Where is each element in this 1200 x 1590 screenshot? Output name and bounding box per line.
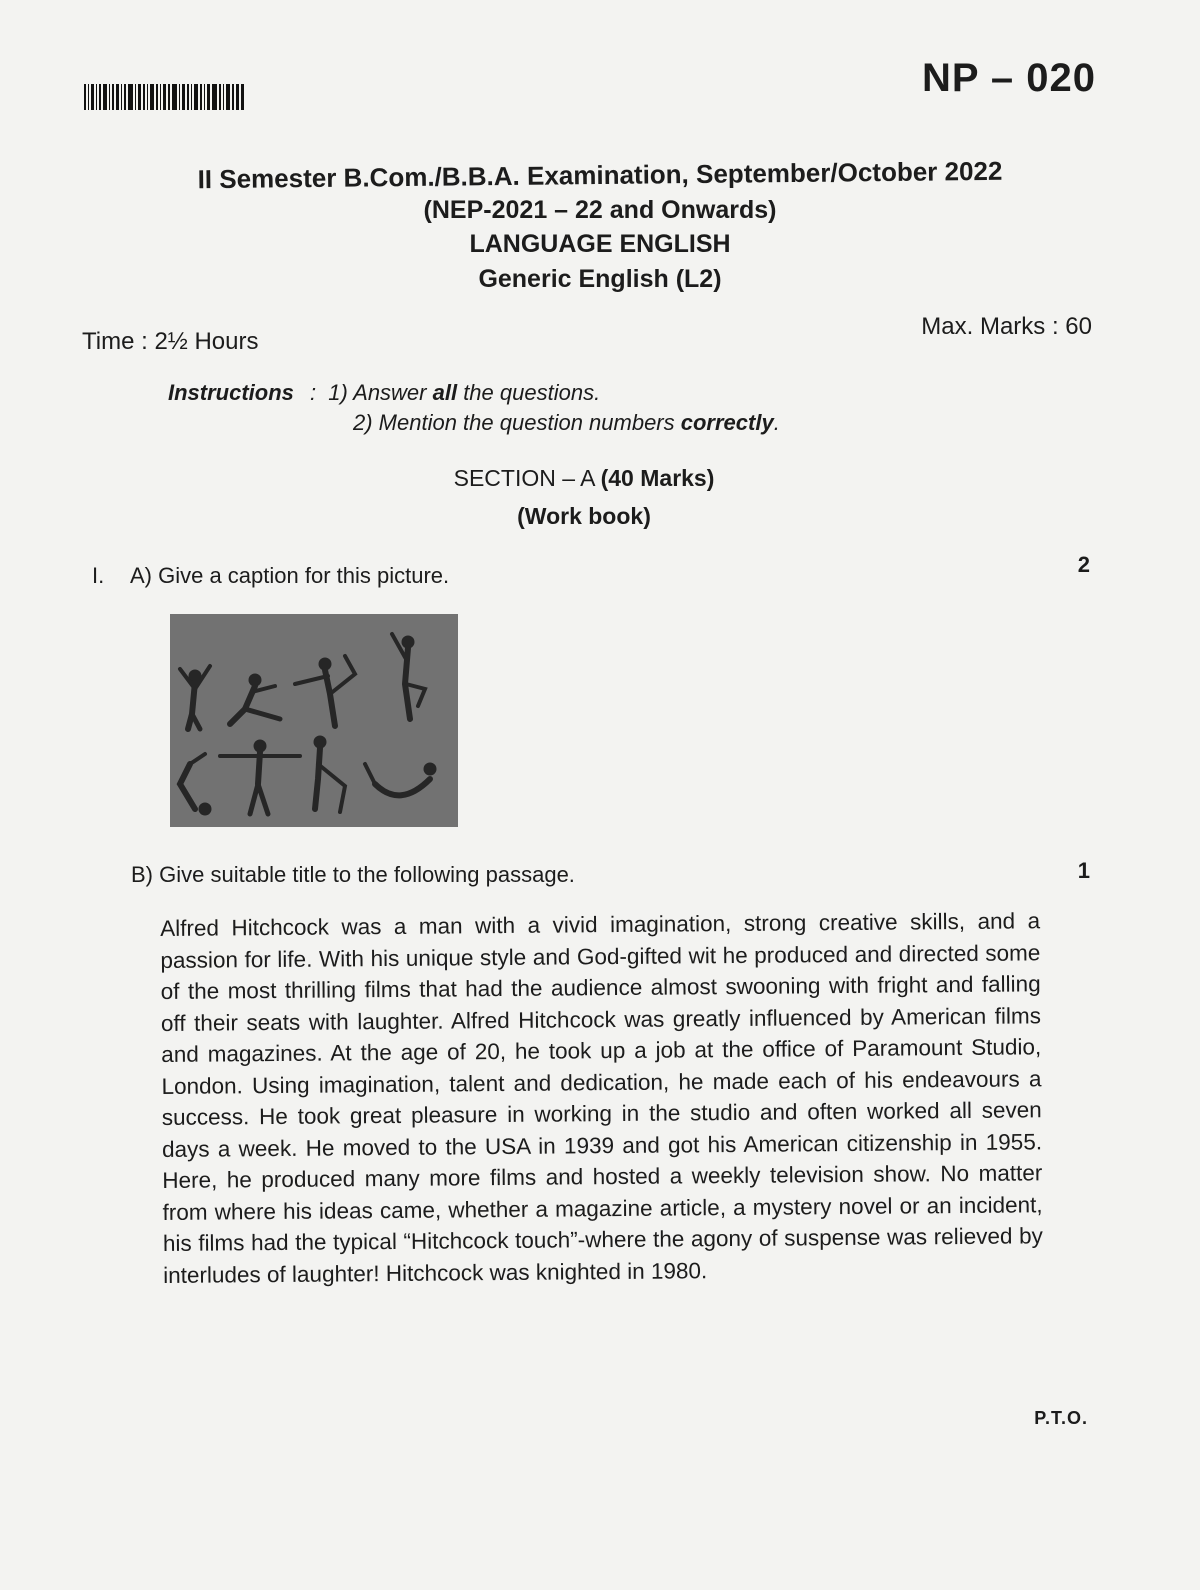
paper-title: Generic English (L2) <box>478 265 722 293</box>
question-1b-marks: 1 <box>1077 858 1090 883</box>
subject-title: LANGUAGE ENGLISH <box>469 230 731 258</box>
question-number: I. <box>92 563 105 588</box>
question-1b-text: B) Give suitable title to the following passage. <box>131 862 575 887</box>
instructions-separator: : <box>310 380 317 405</box>
question-1a-text: A) Give a caption for this picture. <box>130 563 450 588</box>
barcode-image <box>84 84 244 110</box>
question-1a <box>92 563 449 589</box>
question-1a-marks: 2 <box>1077 552 1090 577</box>
instructions-label: Instructions <box>168 380 294 405</box>
yoga-poses-picture <box>170 614 458 827</box>
time-allowed: Time : 2½ Hours <box>82 328 259 355</box>
section-heading: SECTION – A (40 Marks) <box>453 465 715 491</box>
exam-title: II Semester B.Com./B.B.A. Examination, September/October 2022 <box>197 155 1003 195</box>
max-marks: Max. Marks : 60 <box>921 313 1092 340</box>
pto-label: P.T.O. <box>1034 1408 1088 1428</box>
passage-text: Alfred Hitchcock was a man with a vivid imagination, strong creative skills, and a passion for life. With his unique style and God-gifted wit he produced and directed some of the most thrilling films that had the audience almost swooning with fright and falling off their seats with laughter. Alfred Hitchcock was greatly influenced by American films and magazines. At the age of 20, he took up a job at the office of Paramount Studio, London. Using imagination, talent and dedication, he made each of his endeavours a success. He took great pleasure in working in the studio and often worked all seven days a week. He moved to the USA in 1939 and got his American citizenship in 1955. Here, he produced many more films and hosted a weekly television show. No matter from where his ideas came, whether a magazine article, a mystery novel or an incident, his films had the typical “Hitchcock touch”-where the agony of suspense was relieved by interludes of laughter! Hitchcock was knighted in 1980. <box>160 908 1043 1288</box>
instruction-item-2: 2) Mention the question numbers correctly. <box>353 410 780 435</box>
scheme-line: (NEP-2021 – 22 and Onwards) <box>423 196 777 224</box>
section-subtitle: (Work book) <box>517 503 651 529</box>
paper-code: NP – 020 <box>921 56 1096 100</box>
instruction-item-1: 1) Answer all the questions. <box>328 380 601 405</box>
